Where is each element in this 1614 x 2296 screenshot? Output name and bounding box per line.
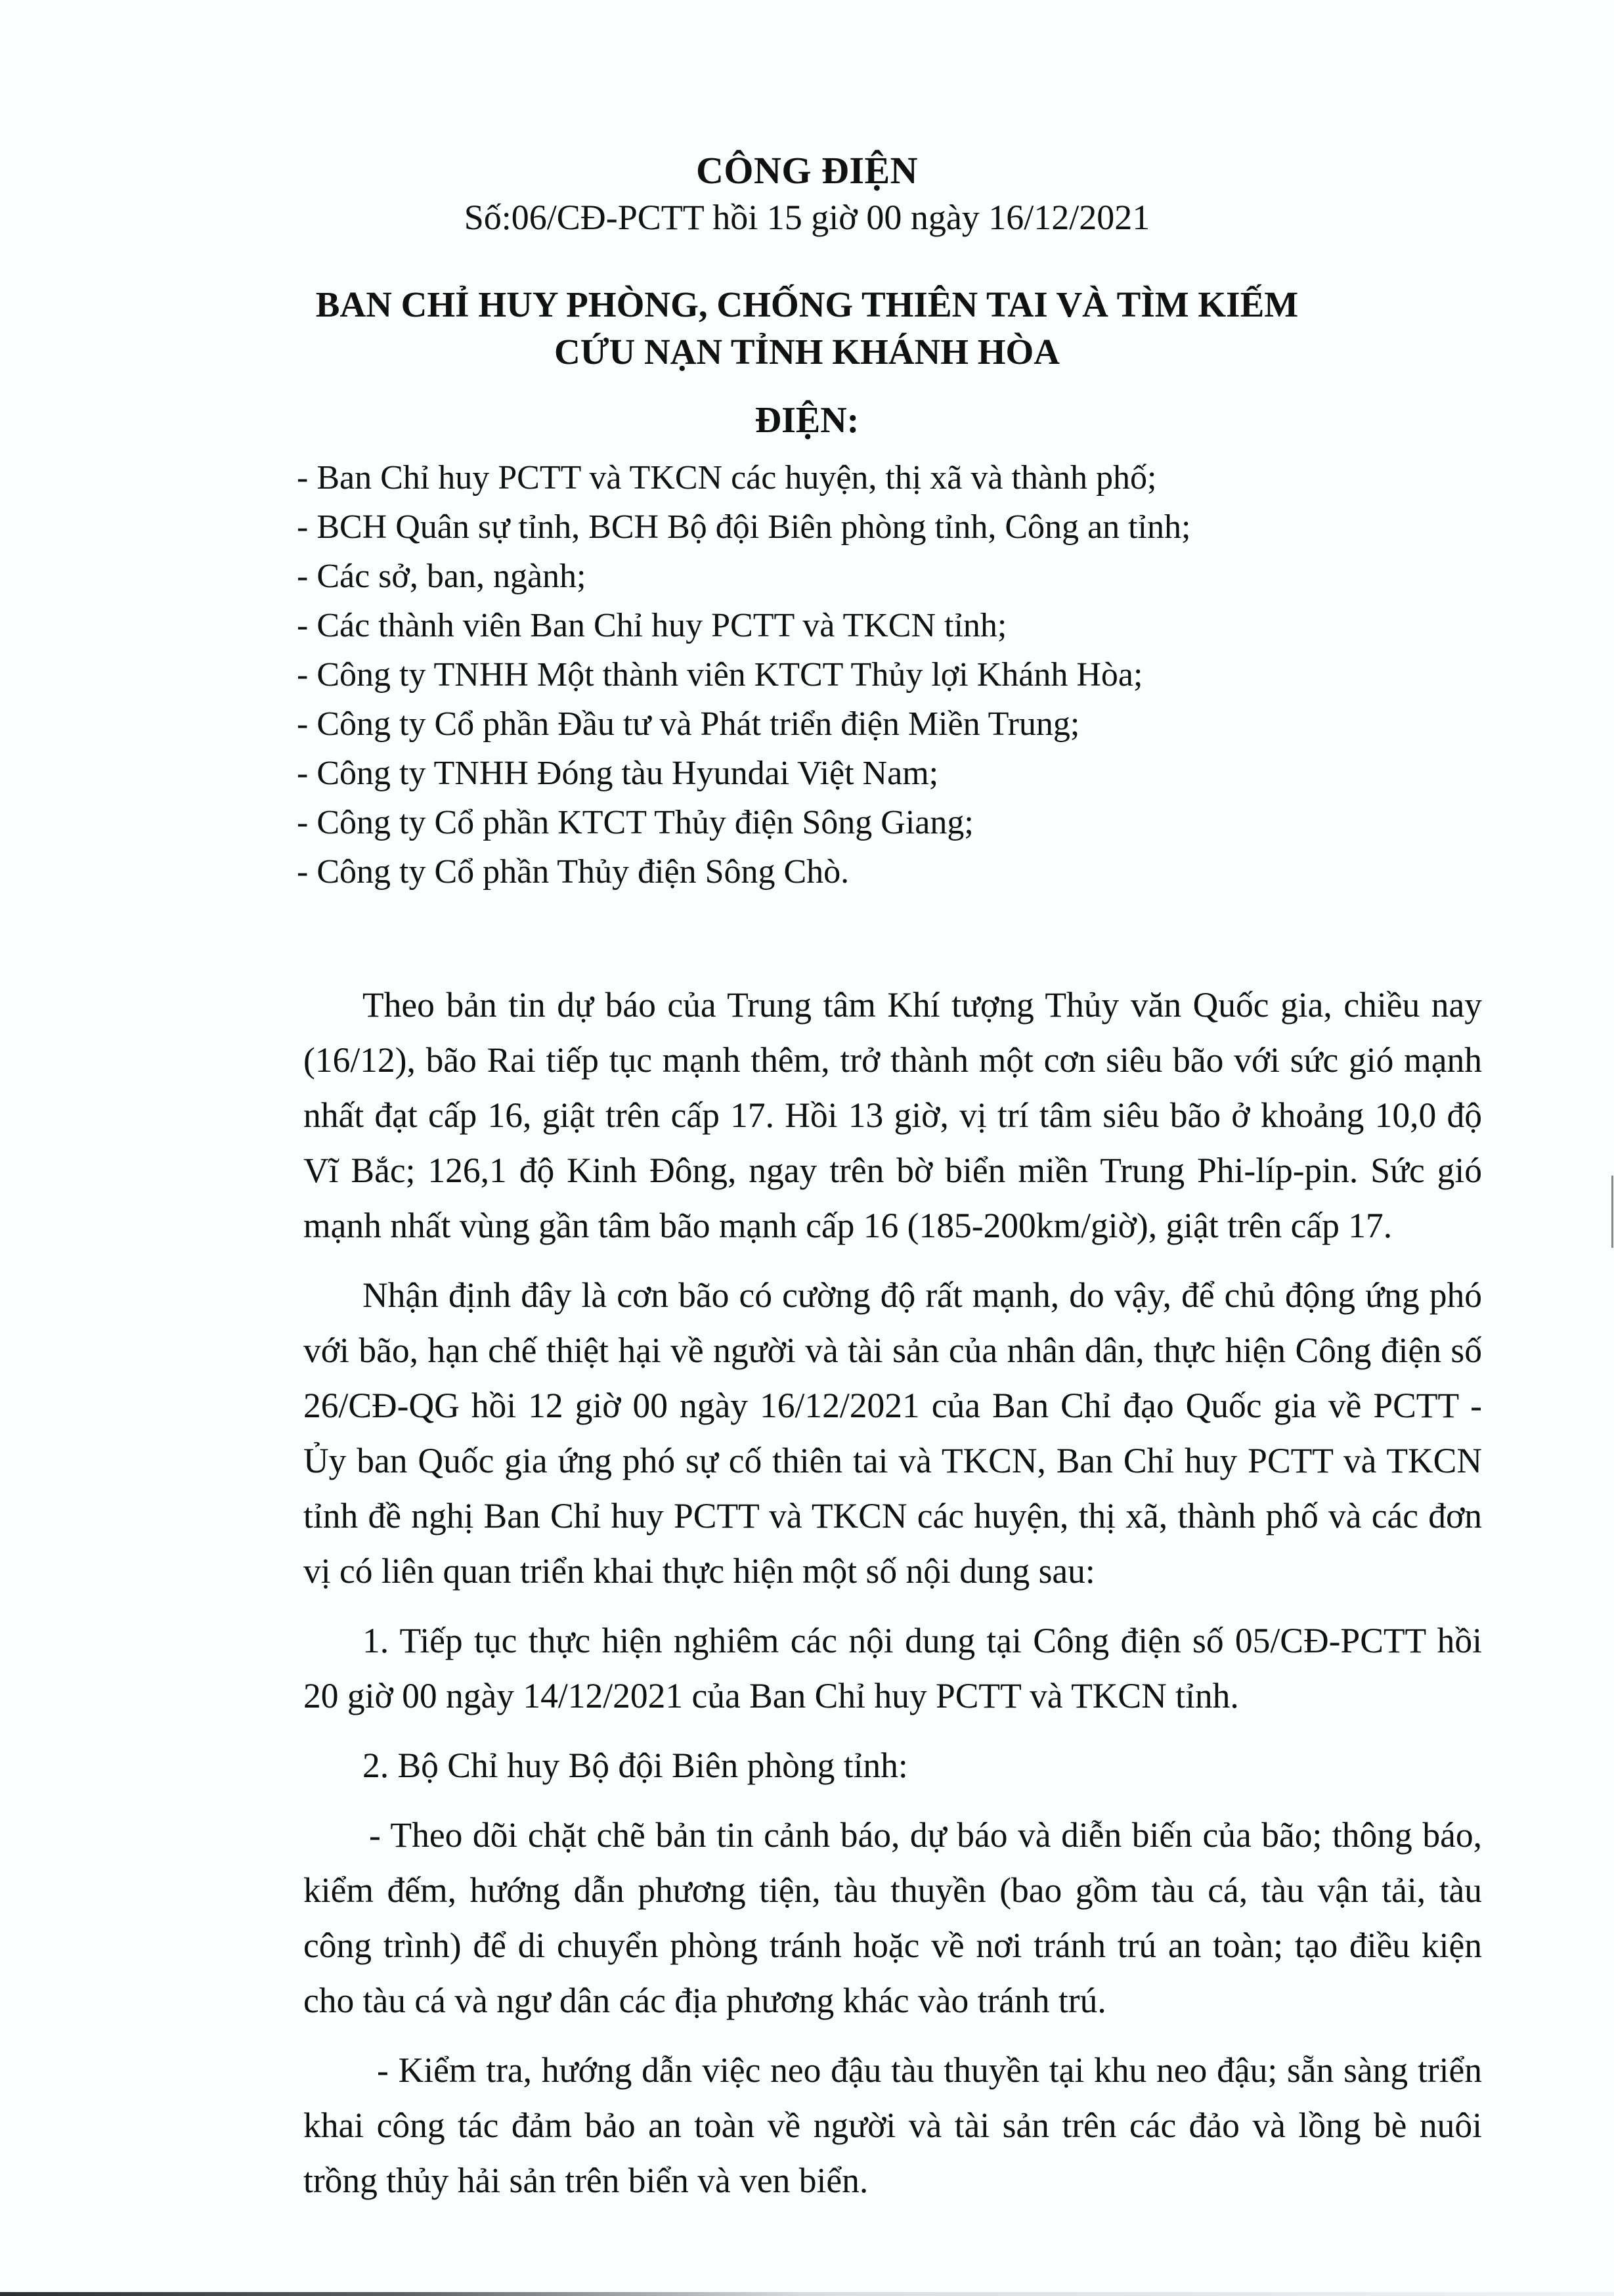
- directive-item-2-bullet-1: - Theo dõi chặt chẽ bản tin cảnh báo, dự báo và diễn biến của bão; thông báo, kiểm đếm, hướng dẫn phương tiện, tàu thuyền (bao gồm tàu cá, tàu vận tải, tàu công trình) để di chuyển phòng tránh hoặc về nơi tránh trú an toàn; tạo điều kiện cho tàu cá và ngư dân các địa phương khác vào tránh trú.: [303, 1815, 1482, 2020]
- scan-edge-mark: [1611, 1176, 1613, 1248]
- directive-item-1: 1. Tiếp tục thực hiện nghiêm các nội dung tại Công điện số 05/CĐ-PCTT hồi 20 giờ 00 ngày 14/12/2021 của Ban Chỉ huy PCTT và TKCN tỉnh.: [303, 1621, 1482, 1715]
- recipients-label: ĐIỆN:: [754, 400, 860, 441]
- recipient-item: - Công ty Cổ phần KTCT Thủy điện Sông Giang;: [297, 804, 974, 841]
- recipient-list: [297, 453, 1512, 896]
- recipient-item: - Các sở, ban, ngành;: [297, 558, 586, 595]
- recipient-item: - Công ty Cổ phần Đầu tư và Phát triển điện Miền Trung;: [297, 705, 1080, 743]
- recipient-item: - Công ty TNHH Một thành viên KTCT Thủy lợi Khánh Hòa;: [297, 656, 1143, 694]
- paragraph-assessment: Nhận định đây là cơn bão có cường độ rất mạnh, do vậy, để chủ động ứng phó với bão, hạn chế thiệt hại về người và tài sản của nhân dân, thực hiện Công điện số 26/CĐ-QG hồi 12 giờ 00 ngày 16/12/2021 của Ban Chỉ đạo Quốc gia về PCTT - Ủy ban Quốc gia ứng phó sự cố thiên tai và TKCN, Ban Chỉ huy PCTT và TKCN tỉnh đề nghị Ban Chỉ huy PCTT và TKCN các huyện, thị xã, thành phố và các đơn vị có liên quan triển khai thực hiện một số nội dung sau:: [303, 1275, 1482, 1591]
- issuer-line-2: CỨU NẠN TỈNH KHÁNH HÒA: [554, 332, 1060, 372]
- recipient-item: - Ban Chỉ huy PCTT và TKCN các huyện, thị xã và thành phố;: [297, 459, 1157, 497]
- recipient-item: - Công ty Cổ phần Thủy điện Sông Chò.: [297, 853, 850, 891]
- document-number-line: Số:06/CĐ-PCTT hồi 15 giờ 00 ngày 16/12/2021: [464, 198, 1150, 237]
- issuer-line-1: BAN CHỈ HUY PHÒNG, CHỐNG THIÊN TAI VÀ TÌM KIẾM: [315, 284, 1299, 324]
- document-type-title: CÔNG ĐIỆN: [695, 149, 919, 192]
- paragraph-forecast: Theo bản tin dự báo của Trung tâm Khí tượng Thủy văn Quốc gia, chiều nay (16/12), bão Rai tiếp tục mạnh thêm, trở thành một cơn siêu bão với sức gió mạnh nhất đạt cấp 16, giật trên cấp 17. Hồi 13 giờ, vị trí tâm siêu bão ở khoảng 10,0 độ Vĩ Bắc; 126,1 độ Kinh Đông, ngay trên bờ biển miền Trung Phi-líp-pin. Sức gió mạnh nhất vùng gần tâm bão mạnh cấp 16 (185-200km/giờ), giật trên cấp 17.: [303, 985, 1482, 1245]
- directive-item-2-heading: 2. Bộ Chỉ huy Bộ đội Biên phòng tỉnh:: [362, 1746, 908, 1785]
- issuer-block: [0, 281, 1614, 376]
- recipient-item: - BCH Quân sự tỉnh, BCH Bộ đội Biên phòng tỉnh, Công an tỉnh;: [297, 508, 1191, 546]
- recipient-item: - Các thành viên Ban Chỉ huy PCTT và TKCN tỉnh;: [297, 607, 1007, 644]
- directive-item-2-bullet-2: - Kiểm tra, hướng dẫn việc neo đậu tàu thuyền tại khu neo đậu; sẵn sàng triển khai công tác đảm bảo an toàn về người và tài sản trên các đảo và lồng bè nuôi trồng thủy hải sản trên biển và ven biển.: [303, 2050, 1482, 2200]
- scan-bottom-edge: [0, 2292, 1614, 2296]
- document-body: [303, 977, 1482, 2222]
- recipient-item: - Công ty TNHH Đóng tàu Hyundai Việt Nam;: [297, 755, 939, 792]
